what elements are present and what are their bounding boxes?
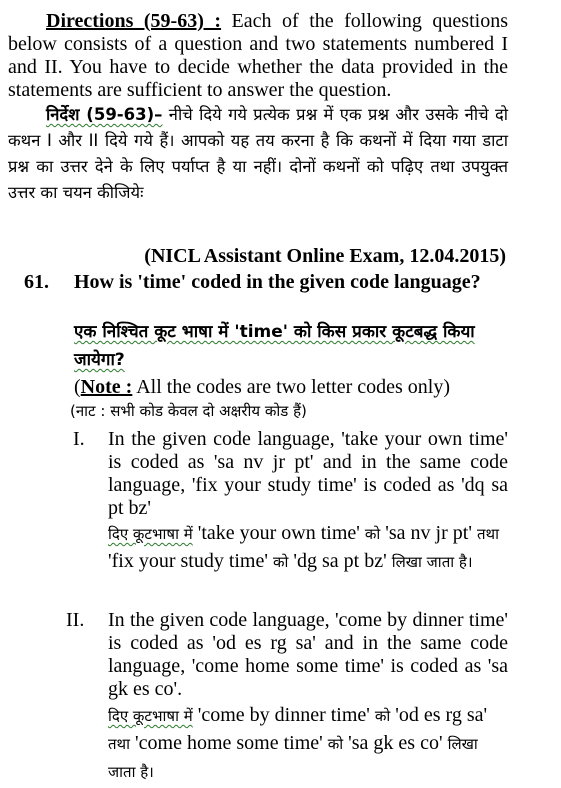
note-label: Note : [80,376,133,398]
note: (Note : All the codes are two letter codes only) [74,376,450,398]
directions-english [8,10,508,102]
directions-heading: Directions (59-63) : [46,10,222,32]
note-text: All the codes are two letter codes only) [132,376,450,398]
statement-1-hindi: दिए कूटभाषा में 'take your own time' को 'sa nv jr pt' तथा 'fix your study time' को 'dg sa pt bz' लिखा जाता है। [108,522,499,572]
exam-reference: (NICL Assistant Online Exam, 12.04.2015) [144,245,506,267]
directions-text: Each of the following questions below consists of a question and two statements numbered I and II. You have to decide whether the data provided in the statements are sufficient to answer the question. [8,10,508,101]
statement-1-label: I. [73,428,85,450]
statement-2-hindi: दिए कूटभाषा में 'come by dinner time' को 'od es rg sa' तथा 'come home some time' को 'sa gk es co' लिखा जाता है। [108,704,488,781]
statement-2-label: II. [66,609,85,631]
statement-2-text: In the given code language, 'come by dinner time' is coded as 'od es rg sa' and in the same code language, 'come home some time' is coded as 'sa gk es co'. [108,609,508,700]
directions-hindi-heading: निर्देश (59-63)– [46,105,163,124]
question-hindi-text: एक निश्चित कूट भाषा में 'time' को किस प्रकार कूटबद्ध किया जायेगा? [74,322,475,370]
directions-hindi [8,102,508,206]
question-number: 61. [24,271,49,293]
note-hindi: (नाट : सभी कोड केवल दो अक्षरीय कोड हैं) [70,402,307,420]
question-hindi [74,318,514,374]
question-text: How is 'time' coded in the given code language? [74,271,481,293]
statement-1-text: In the given code language, 'take your own time' is coded as 'sa nv jr pt' and in the same code language, 'fix your study time' is coded as 'dq sa pt bz' [108,428,508,519]
directions-hindi-text: नीचे दिये गये प्रत्येक प्रश्न में एक प्रश्न और उसके नीचे दो कथन I और II दिये गये हैं। आपको यह तय करना है कि कथनों में दिया गया डाटा प्रश्न का उत्तर देने के लिए पर्याप्त है या नहीं। दोनों कथनों को पढ़िए तथा उपयुक्त उत्तर का चयन कीजियेः [8,105,508,202]
